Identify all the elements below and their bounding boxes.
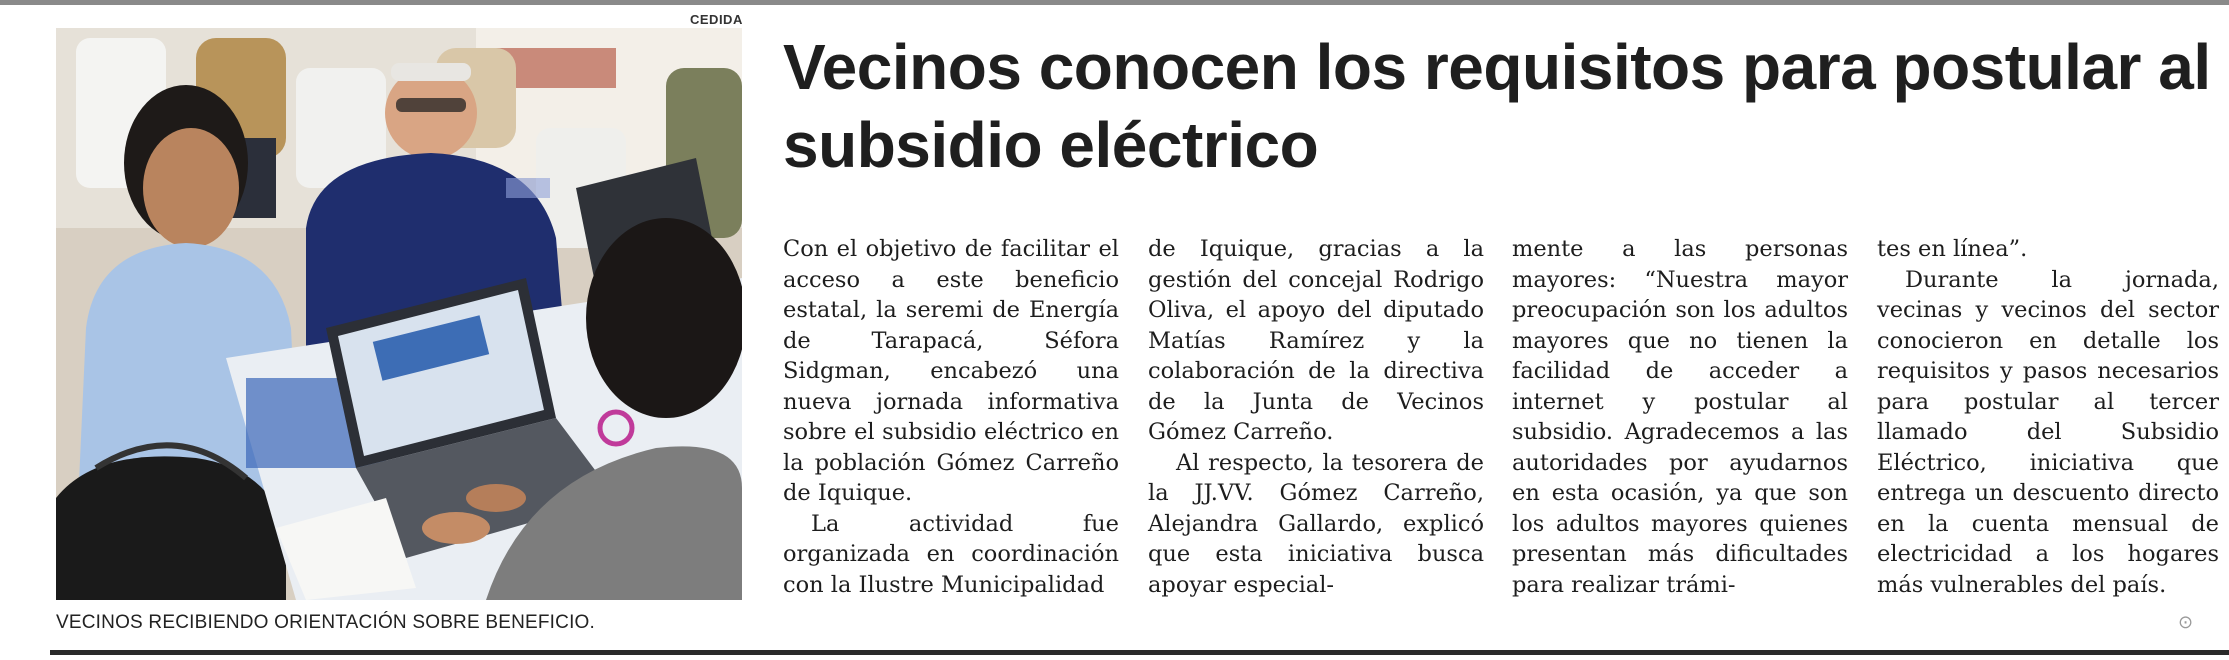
- article-column-1: [783, 234, 1119, 600]
- paragraph: tes en línea”.: [1877, 236, 2028, 262]
- bottom-rule: [50, 650, 2229, 655]
- paragraph: Con el objetivo de facilitar el acceso a este beneficio estatal, la seremi de Energía de Tarapacá, Séfora Sidgman, encabezó una nueva jornada informativa sobre el subsidio eléctrico en la población Gómez Carreño de Iquique.: [783, 236, 1119, 506]
- article-column-4: [1877, 234, 2219, 600]
- article-photo: [56, 28, 742, 600]
- paragraph: mente a las personas mayores: “Nuestra mayor preocupación son los adultos mayores que no tienen la facilidad de acceder a internet y postular al subsidio. Agradecemos a las autoridades por ayudarnos en esta ocasión, ya que son los adultos mayores quienes presentan más dificultades para realizar trámi-: [1512, 236, 1848, 598]
- paragraph: Al respecto, la tesorera de la JJ.VV. Gómez Carreño, Alejandra Gallardo, explicó que esta iniciativa busca apoyar especial-: [1148, 449, 1484, 598]
- article-headline: Vecinos conocen los requisitos para postular al subsidio eléctrico: [783, 31, 2211, 181]
- paragraph: La actividad fue organizada en coordinación con la Ilustre Municipalidad: [783, 510, 1119, 598]
- article-column-3: [1512, 234, 1848, 600]
- article-end-icon: ⊙: [2178, 612, 2194, 633]
- photo-caption: VECINOS RECIBIENDO ORIENTACIÓN SOBRE BENEFICIO.: [56, 612, 596, 633]
- top-rule: [0, 0, 2229, 5]
- photo-credit: CEDIDA: [690, 12, 743, 27]
- paragraph: de Iquique, gracias a la gestión del concejal Rodrigo Oliva, el apoyo del diputado Matías Ramírez y la colaboración de la directiva de la Junta de Vecinos Gómez Carreño.: [1148, 236, 1484, 445]
- article-column-2: [1148, 234, 1484, 600]
- paragraph: Durante la jornada, vecinas y vecinos del sector conocieron en detalle los requisitos y pasos necesarios para postular al tercer llamado del Subsidio Eléctrico, iniciativa que entrega un descuento directo en la cuenta mensual de electricidad a los hogares más vulnerables del país.: [1877, 266, 2219, 598]
